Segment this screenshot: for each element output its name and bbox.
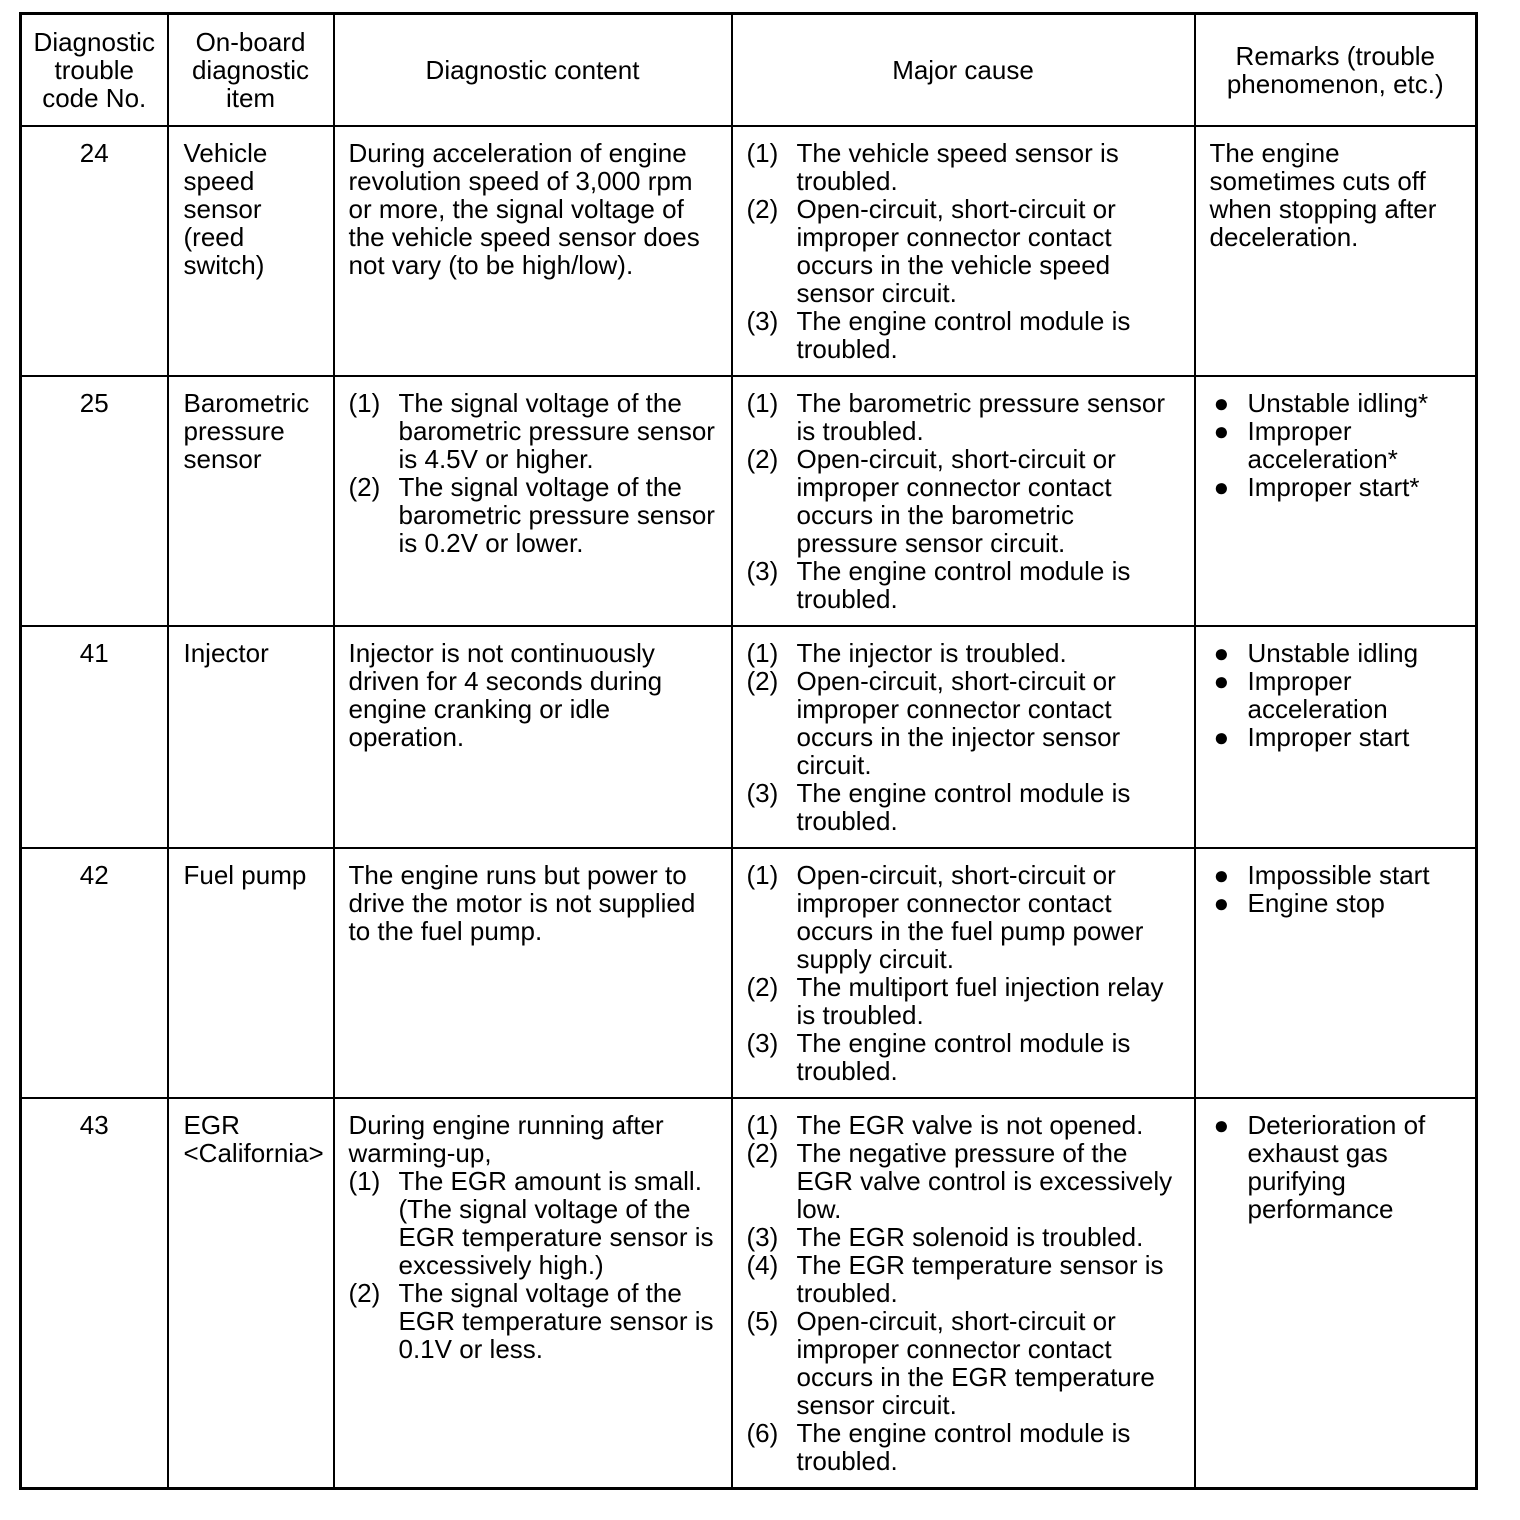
content-item: [349, 473, 717, 557]
cause-number: (2): [746, 443, 779, 474]
cause-text: Open-circuit, short-circuit or improper connector contact occurs in the vehicle speed sensor circuit.: [796, 193, 1116, 308]
cause-cell: [732, 376, 1195, 626]
cause-text: Open-circuit, short-circuit or improper connector contact occurs in the fuel pump power supply circuit.: [796, 859, 1144, 974]
code-cell: 24: [21, 126, 168, 376]
cause-item: [747, 445, 1180, 557]
remarks-item: [1210, 861, 1462, 889]
cause-text: The EGR temperature sensor is troubled.: [796, 1249, 1164, 1308]
remarks-item-text: Improper acceleration*: [1247, 415, 1398, 474]
cause-text: The EGR solenoid is troubled.: [796, 1221, 1144, 1252]
cause-number: (2): [746, 193, 779, 224]
cause-cell: [732, 848, 1195, 1098]
content-list: [349, 389, 717, 557]
remarks-cell: [1195, 1098, 1477, 1489]
cause-item: [747, 1111, 1180, 1139]
remarks-item-text: Improper acceleration: [1247, 665, 1388, 724]
bullet-icon: ●: [1213, 637, 1230, 668]
cause-number: (3): [746, 555, 779, 586]
remarks-list: [1210, 1111, 1462, 1223]
cause-list: [747, 1111, 1180, 1475]
cause-text: The engine control module is troubled.: [796, 305, 1131, 364]
header-code: Diagnostic trouble code No.: [21, 14, 168, 126]
remarks-cell: [1195, 626, 1477, 848]
remarks-item: [1210, 1111, 1462, 1223]
content-item-text: The signal voltage of the barometric pressure sensor is 0.2V or lower.: [398, 471, 715, 558]
cause-item: [747, 667, 1180, 779]
cause-item: [747, 1419, 1180, 1475]
item-cell: Fuel pump: [168, 848, 334, 1098]
cause-text: The barometric pressure sensor is troubled.: [796, 387, 1165, 446]
table-row: [21, 626, 1477, 848]
cause-number: (1): [746, 137, 779, 168]
bullet-icon: ●: [1213, 887, 1230, 918]
remarks-text: The engine sometimes cuts off when stopping after deceleration.: [1209, 137, 1437, 252]
cause-number: (3): [746, 1221, 779, 1252]
remarks-item: [1210, 889, 1462, 917]
bullet-icon: ●: [1213, 471, 1230, 502]
cause-cell: [732, 126, 1195, 376]
header-content: Diagnostic content: [334, 14, 732, 126]
cause-number: (2): [746, 665, 779, 696]
cause-list: [747, 639, 1180, 835]
bullet-icon: ●: [1213, 859, 1230, 890]
item-cell: Barometric pressure sensor: [168, 376, 334, 626]
header-item: On-board diagnostic item: [168, 14, 334, 126]
content-item-text: The signal voltage of the EGR temperature sensor is 0.1V or less.: [398, 1277, 714, 1364]
cause-number: (3): [746, 777, 779, 808]
item-cell: Injector: [168, 626, 334, 848]
remarks-item: [1210, 389, 1462, 417]
cause-text: The engine control module is troubled.: [796, 1417, 1131, 1476]
cause-number: (1): [746, 859, 779, 890]
bullet-icon: ●: [1213, 415, 1230, 446]
cause-text: Open-circuit, short-circuit or improper connector contact occurs in the barometric pressure sensor circuit.: [796, 443, 1116, 558]
remarks-item-text: Unstable idling: [1247, 637, 1419, 668]
content-text: Injector is not continuously driven for 4 seconds during engine cranking or idle operation.: [348, 637, 663, 752]
cause-number: (1): [746, 1109, 779, 1140]
cause-list: [747, 861, 1180, 1085]
cause-item: [747, 557, 1180, 613]
content-item-text: The EGR amount is small. (The signal voltage of the EGR temperature sensor is excessively high.): [398, 1165, 714, 1280]
remarks-item: [1210, 417, 1462, 473]
cause-item: [747, 639, 1180, 667]
remarks-item-text: Engine stop: [1247, 887, 1385, 918]
diagnostic-table-container: [19, 12, 1475, 1490]
cause-item: [747, 1029, 1180, 1085]
cause-number: (3): [746, 305, 779, 336]
code-cell: 43: [21, 1098, 168, 1489]
cause-text: The multiport fuel injection relay is troubled.: [796, 971, 1164, 1030]
remarks-item: [1210, 639, 1462, 667]
content-item: [349, 1279, 717, 1363]
cause-item: [747, 1251, 1180, 1307]
cause-number: (3): [746, 1027, 779, 1058]
remarks-cell: [1195, 848, 1477, 1098]
content-text: During acceleration of engine revolution speed of 3,000 rpm or more, the signal voltage of the vehicle speed sensor does not vary (to be high/low).: [348, 137, 700, 280]
cause-number: (1): [746, 637, 779, 668]
remarks-item: [1210, 723, 1462, 751]
bullet-icon: ●: [1213, 387, 1230, 418]
content-item-text: The signal voltage of the barometric pressure sensor is 4.5V or higher.: [398, 387, 715, 474]
header-remarks: Remarks (trouble phenomenon, etc.): [1195, 14, 1477, 126]
remarks-item: [1210, 667, 1462, 723]
cause-text: Open-circuit, short-circuit or improper connector contact occurs in the EGR temperature sensor circuit.: [796, 1305, 1155, 1420]
cause-number: (5): [746, 1305, 779, 1336]
cause-text: The engine control module is troubled.: [796, 555, 1131, 614]
cause-number: (2): [746, 971, 779, 1002]
content-number: (1): [348, 1165, 381, 1196]
content-text: The engine runs but power to drive the motor is not supplied to the fuel pump.: [348, 859, 696, 946]
cause-item: [747, 1307, 1180, 1419]
cause-text: The engine control module is troubled.: [796, 777, 1131, 836]
content-cell: [334, 376, 732, 626]
item-cell: Vehicle speed sensor (reed switch): [168, 126, 334, 376]
table-row: [21, 848, 1477, 1098]
table-row: [21, 1098, 1477, 1489]
item-cell: EGR <California>: [168, 1098, 334, 1489]
bullet-icon: ●: [1213, 721, 1230, 752]
remarks-cell: [1195, 376, 1477, 626]
cause-text: The negative pressure of the EGR valve control is excessively low.: [796, 1137, 1173, 1224]
header-row: [21, 14, 1477, 126]
cause-item: [747, 307, 1180, 363]
content-list: [349, 1167, 717, 1363]
code-cell: 25: [21, 376, 168, 626]
bullet-icon: ●: [1213, 665, 1230, 696]
cause-list: [747, 389, 1180, 613]
cause-list: [747, 139, 1180, 363]
cause-number: (2): [746, 1137, 779, 1168]
content-item: [349, 389, 717, 473]
cause-item: [747, 139, 1180, 195]
remarks-item-text: Unstable idling*: [1247, 387, 1429, 418]
content-item: [349, 1167, 717, 1279]
content-number: (2): [348, 471, 381, 502]
remarks-cell: [1195, 126, 1477, 376]
content-cell: [334, 626, 732, 848]
cause-item: [747, 861, 1180, 973]
content-cell: [334, 126, 732, 376]
cause-item: [747, 195, 1180, 307]
cause-item: [747, 389, 1180, 445]
cause-number: (4): [746, 1249, 779, 1280]
cause-item: [747, 1139, 1180, 1223]
cause-text: The EGR valve is not opened.: [796, 1109, 1144, 1140]
diagnostic-trouble-code-table: [19, 12, 1478, 1490]
cause-item: [747, 1223, 1180, 1251]
table-row: [21, 376, 1477, 626]
cause-text: The vehicle speed sensor is troubled.: [796, 137, 1119, 196]
cause-number: (1): [746, 387, 779, 418]
content-number: (2): [348, 1277, 381, 1308]
content-number: (1): [348, 387, 381, 418]
cause-text: The engine control module is troubled.: [796, 1027, 1131, 1086]
content-intro: During engine running after warming-up,: [348, 1109, 664, 1168]
cause-item: [747, 779, 1180, 835]
cause-text: Open-circuit, short-circuit or improper connector contact occurs in the injector sensor circuit.: [796, 665, 1121, 780]
code-cell: 42: [21, 848, 168, 1098]
remarks-item-text: Impossible start: [1247, 859, 1430, 890]
content-cell: [334, 1098, 732, 1489]
cause-cell: [732, 626, 1195, 848]
remarks-list: [1210, 639, 1462, 751]
cause-text: The injector is troubled.: [796, 637, 1067, 668]
cause-item: [747, 973, 1180, 1029]
remarks-list: [1210, 389, 1462, 501]
remarks-list: [1210, 861, 1462, 917]
content-cell: [334, 848, 732, 1098]
remarks-item-text: Improper start: [1247, 721, 1410, 752]
cause-cell: [732, 1098, 1195, 1489]
bullet-icon: ●: [1213, 1109, 1230, 1140]
code-cell: 41: [21, 626, 168, 848]
remarks-item-text: Improper start*: [1247, 471, 1420, 502]
table-row: [21, 126, 1477, 376]
remarks-item-text: Deterioration of exhaust gas purifying performance: [1247, 1109, 1426, 1224]
header-cause: Major cause: [732, 14, 1195, 126]
cause-number: (6): [746, 1417, 779, 1448]
remarks-item: [1210, 473, 1462, 501]
